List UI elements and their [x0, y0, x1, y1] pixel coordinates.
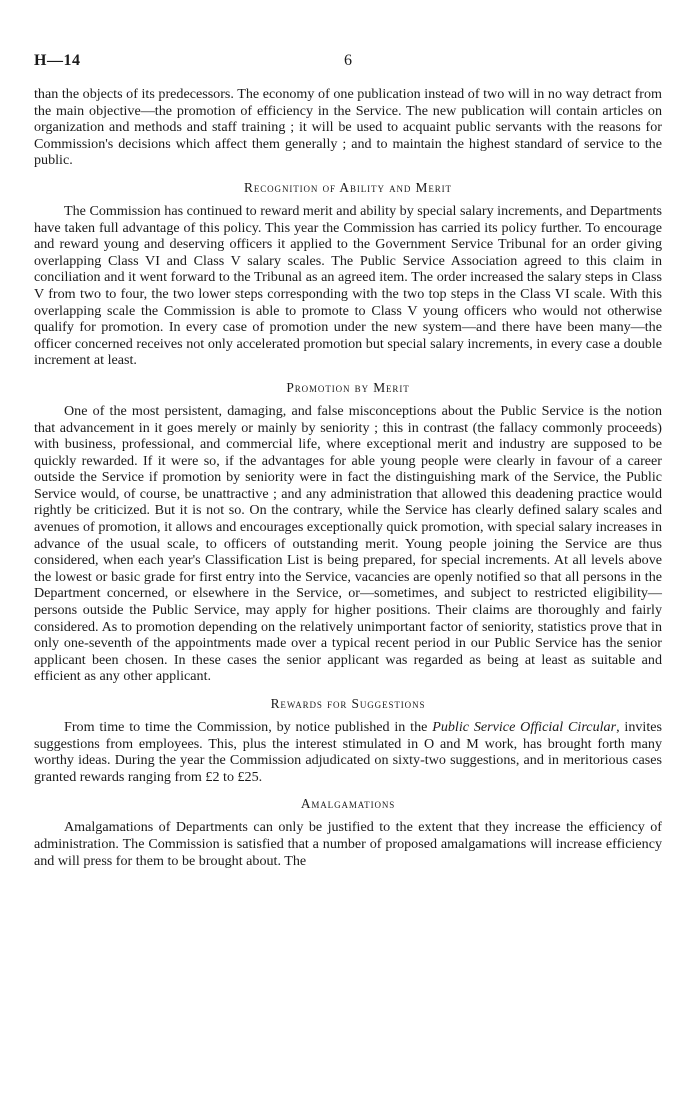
page-header [34, 0, 662, 80]
publication-title: Public Service Official Circular [432, 719, 617, 735]
rewards-text-end: , invites suggestions from employees. This, plus the interest stimulated in O and M work, has brought forth many worthy ideas. During the year the Commission adjudicated on sixty-two suggestions, and in meritorious cases granted rewards ranging from £2 to £25. [34, 719, 662, 785]
section-heading-rewards: Rewards for Suggestions [270, 696, 426, 711]
amalgamations-paragraph: Amalgamations of Departments can only be justified to the extent that they increase the efficiency of administration. The Commission is satisfied that a number of proposed amalgamations will increase efficiency and will press for them to be brought about. The [34, 819, 662, 869]
section-heading-recognition: Recognition of Ability and Merit [244, 179, 452, 195]
section-heading-promotion: Promotion by Merit [286, 379, 410, 395]
intro-paragraph: than the objects of its predecessors. The economy of one publication instead of two will in no way detract from the main objective—the promotion of efficiency in the Service. The new publication will contain articles on organization and methods and staff training ; it will be used to acquaint public servants with the reasons for Commission's decisions which affect them generally ; and to maintain the highest standard of service to the public. [34, 86, 662, 169]
rewards-paragraph [34, 719, 662, 785]
document-reference: H—14 [34, 52, 81, 69]
promotion-paragraph: One of the most persistent, damaging, and false misconceptions about the Public Service is the notion that advancement in it goes merely or mainly by seniority ; this in contrast (the fallacy commonly proceeds) with business, professional, and commercial life, where exceptional merit and industry are supposed to be quickly rewarded. If it were so, if the advantages for able young people were clearly in favour of a career outside the Service if promotion by seniority were in fact the distinguishing mark of the Service, the Public Service would, of course, be unattractive ; and any administration that allowed this deadening practice would rightly be criticized. But it is not so. On the contrary, while the Service has clearly defined salary scales and avenues of promotion, it allows and encourages exceptionally quick promotion, with special salary increases in advance of the usual scale, to officers of outstanding merit. Young people joining the Service are thus considered, when each year's Classification List is being prepared, for special increments. At all levels above the lowest or basic grade for first entry into the Service, vacancies are openly notified so that all persons in the Department concerned, or elsewhere in the Service, or—sometimes, and subject to restricted eligibility—persons outside the Public Service, may apply for higher positions. Their claims are thoroughly and fairly considered. As to promotion depending on the relatively unimportant factor of seniority, statistics prove that in only one-seventh of the appointments made over a typical recent period in our Public Service has the senior applicant been chosen. In these cases the senior applicant was regarded as being at least as suitable and efficient as any other applicant. [34, 402, 662, 685]
section-heading-amalgamations: Amalgamations [300, 796, 396, 812]
recognition-paragraph: The Commission has continued to reward merit and ability by special salary increments, and Departments have taken full advantage of this policy. This year the Commission has carried its policy further. To encourage and reward young and deserving officers it applied to the Government Service Tribunal for an order giving overlapping Class VI and Class V salary scales. The Public Service Association agreed to this claim in conciliation and it went forward to the Tribunal as an agreed item. The order increased the salary steps in Class V from two to four, the two lower steps corresponding with the two top steps in the Class VI scale. With this overlapping scale the Commission is able to promote to Class V young officers who would not otherwise qualify for promotion. In every case of promotion under the new system—and there have been many—the officer concerned receives not only accelerated promotion but special salary increments, in every case a double increment at least. [34, 202, 662, 369]
page-number: 6 [344, 52, 352, 69]
rewards-text-start: From time to time the Commission, by notice published in the [64, 719, 433, 735]
